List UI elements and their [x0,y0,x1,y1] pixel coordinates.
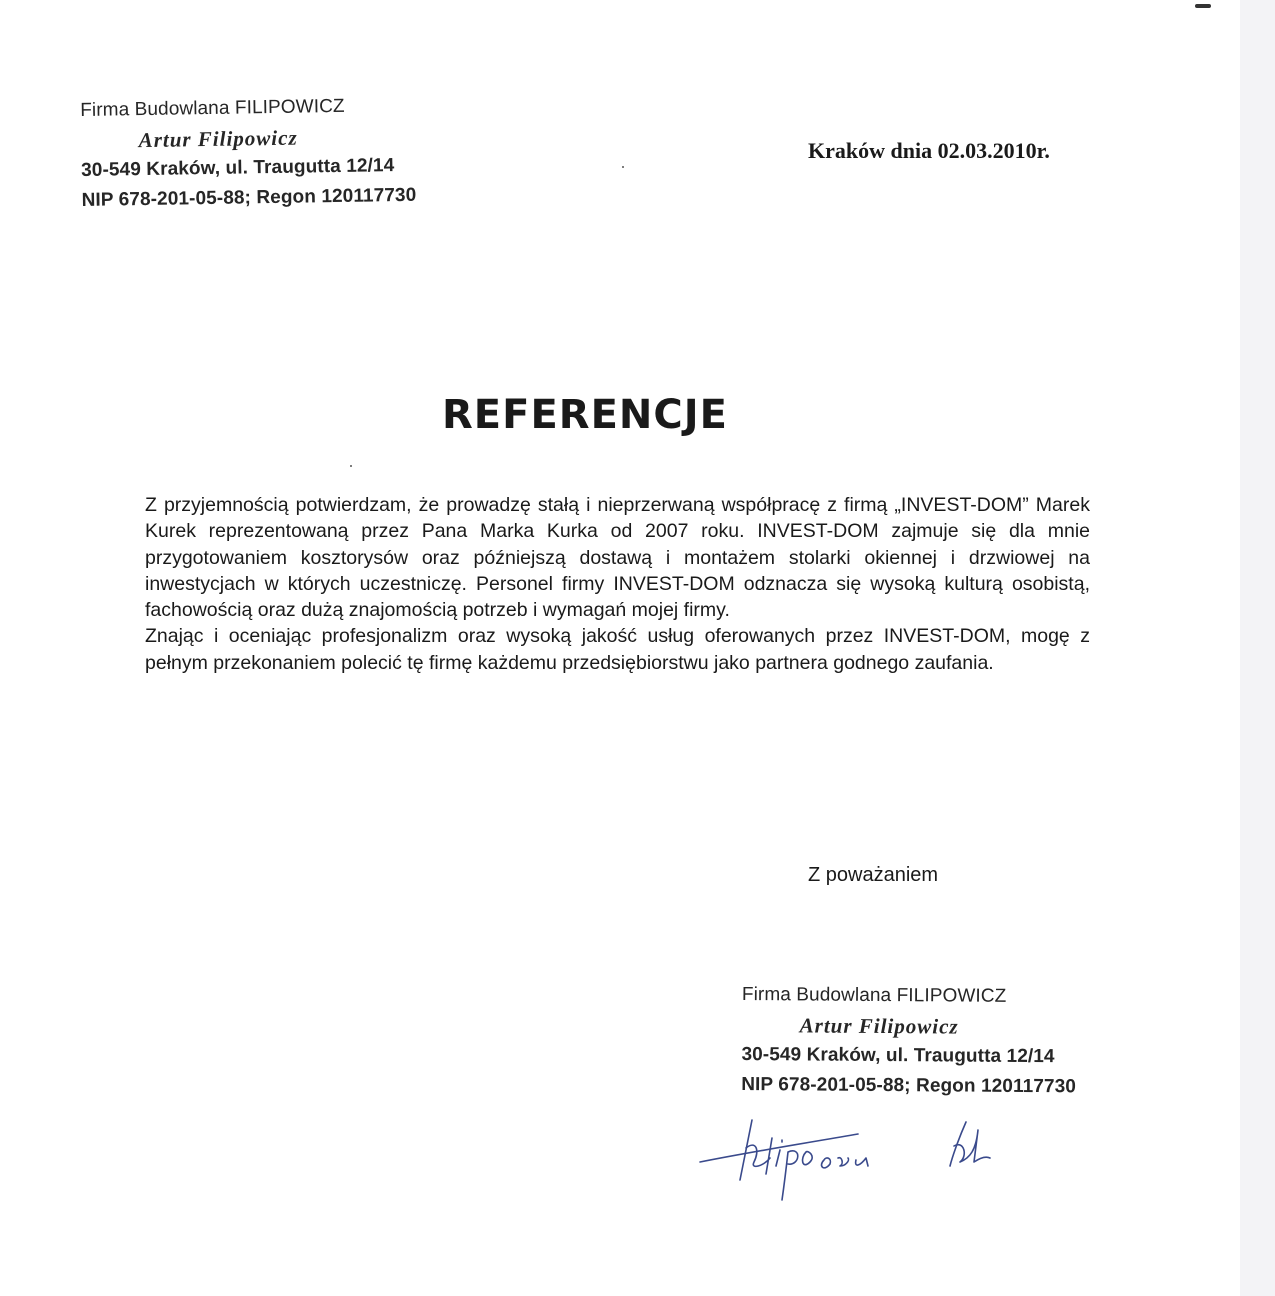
scan-mark [1195,4,1211,8]
signature-strokes [700,1120,990,1200]
body-paragraph: Z przyjemnością potwierdzam, że prowadzę stałą i nieprzerwaną współpracę z firmą „INVEST-DOM” Marek Kurek reprezentowaną przez Pana Marka Kurka od 2007 roku. INVEST-DOM zajmuje się dla mnie przygotowaniem kosztorysów oraz późniejszą dostawą i montażem stolarki okiennej i drzwiowej na inwestycjach w których uczestniczę. Personel firmy INVEST-DOM odznacza się wysoką kulturą osobistą, fachowością oraz dużą znajomością potrzeb i wymagań mojej firmy. [145,494,1090,622]
company-stamp-top [80,91,417,216]
stamp-address: 30-549 Kraków, ul. Traugutta 12/14 [81,155,395,181]
stamp-company: Firma Budowlana FILIPOWICZ [741,983,1007,1007]
stamp-ids: NIP 678-201-05-88; Regon 120117730 [741,1073,1077,1098]
stamp-company: Firma Budowlana FILIPOWICZ [80,95,345,121]
scan-edge [1240,0,1275,1296]
scan-speck [622,166,624,168]
stamp-address: 30-549 Kraków, ul. Traugutta 12/14 [741,1043,1055,1068]
letter-body [145,492,1090,676]
company-stamp-bottom [741,980,1077,1102]
stamp-owner: Artur Filipowicz [799,1013,959,1039]
closing-phrase: Z poważaniem [808,864,939,886]
letter-date: Kraków dnia 02.03.2010r. [808,138,1050,163]
body-paragraph: Znając i oceniając profesjonalizm oraz wysoką jakość usług oferowanych przez INVEST-DOM, mogę z pełnym przekonaniem polecić tę firmę każdemu przedsiębiorstwu jako partnera godnego zaufania. [145,625,1090,674]
letter-title: REFERENCJE [442,392,728,438]
handwritten-signature [690,1100,1030,1210]
stamp-ids: NIP 678-201-05-88; Regon 120117730 [81,184,417,211]
scan-speck [350,465,352,467]
stamp-owner: Artur Filipowicz [138,125,298,153]
